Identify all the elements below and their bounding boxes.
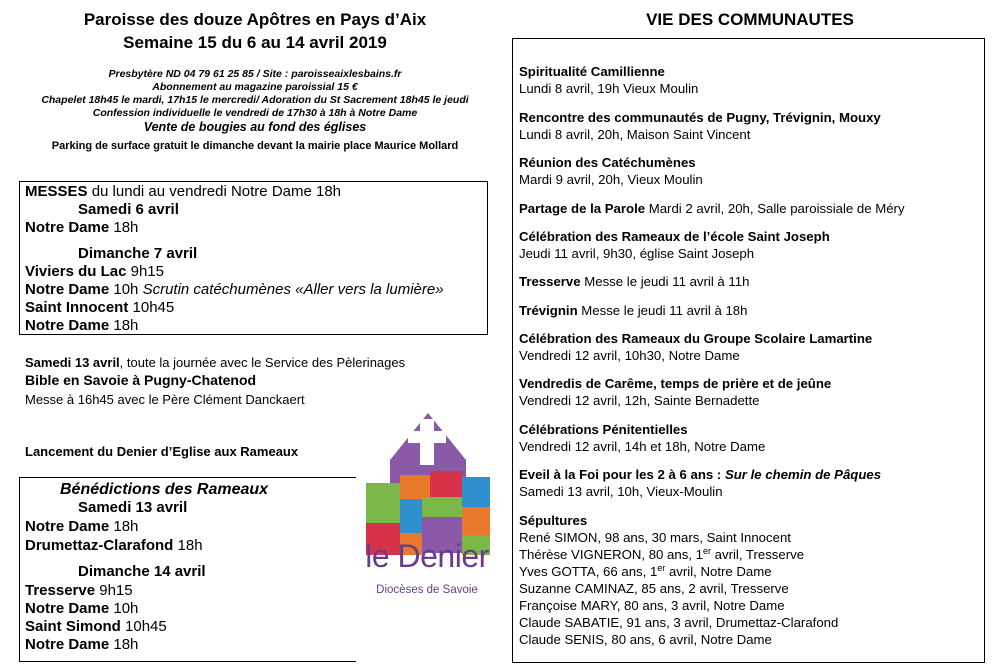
event-detail: Lundi 8 avril, 20h, Maison Saint Vincent	[519, 127, 751, 142]
event-subtitle: Sur le chemin de Pâques	[724, 467, 882, 482]
event-title: Célébration des Rameaux du Groupe Scolaire Lamartine	[519, 331, 873, 346]
blessing-place: Notre Dame	[25, 600, 110, 617]
presbytere-info: Presbytère ND 04 79 61 25 85 / Site : paroisseaixlesbains.fr	[108, 68, 402, 80]
ordinal: er	[657, 563, 666, 573]
bougies-info: Vente de bougies au fond des églises	[143, 120, 367, 134]
blessing-time: 18h	[109, 518, 139, 535]
event-line	[519, 466, 881, 483]
ordinal: er	[702, 546, 711, 556]
sepultures-title: Sépultures	[519, 513, 588, 528]
sepulture-text: Yves GOTTA, 66 ans, 1	[519, 564, 658, 579]
event-line	[519, 200, 905, 217]
messes-box	[19, 181, 488, 335]
pelerinage-date: Samedi 13 avril	[25, 355, 120, 370]
mass-time: 9h15	[126, 263, 164, 280]
blessing-item	[25, 636, 138, 653]
blessing-place: Notre Dame	[25, 518, 110, 535]
event-detail: Mardi 2 avril, 20h, Salle paroissiale de Méry	[645, 201, 905, 216]
event-title: Eveil à la Foi pour les 2 à 6 ans :	[519, 467, 725, 482]
mass-item	[25, 299, 174, 316]
mass-time: 10h	[109, 281, 143, 298]
sepulture-item: Claude SABATIE, 91 ans, 3 avril, Drumettaz-Clarafond	[519, 615, 839, 630]
chapelet-info: Chapelet 18h45 le mardi, 17h15 le mercredi/ Adoration du St Sacrement 18h45 le jeudi	[41, 94, 469, 106]
event-detail: Vendredi 12 avril, 10h30, Notre Dame	[519, 348, 740, 363]
blessing-time: 10h	[109, 600, 139, 617]
abonnement-info: Abonnement au magazine paroissial 15 €	[152, 81, 358, 93]
sepulture-text: Thérèse VIGNERON, 80 ans, 1	[519, 547, 703, 562]
blessing-item	[25, 537, 203, 554]
sepulture-item: René SIMON, 98 ans, 30 mars, Saint Innocent	[519, 530, 791, 545]
messes-weekday: du lundi au vendredi Notre Dame 18h	[87, 183, 342, 200]
mass-item	[25, 219, 138, 236]
messes-label: MESSES	[25, 183, 88, 200]
parish-title: Paroisse des douze Apôtres en Pays d’Aix	[83, 10, 427, 29]
blessing-item	[25, 582, 133, 599]
mass-place: Saint Innocent	[25, 299, 129, 316]
blessing-place: Tresserve	[25, 582, 96, 599]
mass-note: Scrutin catéchumènes «Aller vers la lumière»	[142, 281, 444, 298]
confession-info: Confession individuelle le vendredi de 17h30 à 18h à Notre Dame	[92, 107, 418, 119]
event-detail: Jeudi 11 avril, 9h30, église Saint Joseph	[519, 246, 755, 261]
mass-time: 10h45	[128, 299, 175, 316]
blessing-time: 10h45	[120, 618, 167, 635]
denier-logo-text: le Denier	[365, 538, 489, 574]
pelerinage-messe: Messe à 16h45 avec le Père Clément Danckaert	[25, 392, 305, 407]
mass-place: Notre Dame	[25, 317, 110, 334]
dimanche-heading: Dimanche 7 avril	[78, 245, 198, 262]
mass-time: 18h	[109, 317, 139, 334]
mass-place: Notre Dame	[25, 219, 110, 236]
parking-info: Parking de surface gratuit le dimanche devant la mairie place Maurice Mollard	[51, 140, 459, 152]
sepulture-item: Claude SENIS, 80 ans, 6 avril, Notre Dame	[519, 632, 772, 647]
blessing-place: Saint Simond	[25, 618, 121, 635]
event-detail: Vendredi 12 avril, 14h et 18h, Notre Dame	[519, 439, 766, 454]
mass-time: 18h	[109, 219, 139, 236]
benedictions-title: Bénédictions des Rameaux	[60, 481, 269, 498]
event-title: Célébrations Pénitentielles	[519, 422, 688, 437]
event-line	[519, 273, 749, 290]
event-detail: Mardi 9 avril, 20h, Vieux Moulin	[519, 172, 703, 187]
denier-logo-subtitle: Diocèses de Savoie	[376, 584, 478, 596]
sepulture-text: avril, Notre Dame	[665, 564, 772, 579]
mass-item	[25, 317, 138, 334]
event-title: Spiritualité Camillienne	[519, 64, 665, 79]
blessing-item	[25, 518, 138, 535]
event-detail: Vendredi 12 avril, 12h, Sainte Bernadette	[519, 393, 760, 408]
event-title: Vendredis de Carême, temps de prière et de jeûne	[519, 376, 832, 391]
samedi-heading: Samedi 13 avril	[78, 499, 188, 516]
event-detail: Samedi 13 avril, 10h, Vieux-Moulin	[519, 484, 723, 499]
sepulture-item: Françoise MARY, 80 ans, 3 avril, Notre Dame	[519, 598, 785, 613]
messes-heading	[25, 183, 341, 200]
mass-place: Viviers du Lac	[25, 263, 127, 280]
event-detail: Messe le jeudi 11 avril à 11h	[580, 274, 750, 289]
event-title: Tresserve	[519, 274, 581, 289]
sepulture-item	[519, 546, 804, 563]
denier-launch: Lancement du Denier d’Eglise aux Rameaux	[25, 444, 299, 459]
blessing-item	[25, 618, 167, 635]
blessing-item	[25, 600, 138, 617]
event-detail: Lundi 8 avril, 19h Vieux Moulin	[519, 81, 699, 96]
blessing-time: 18h	[173, 537, 203, 554]
event-detail: Messe le jeudi 11 avril à 18h	[577, 303, 748, 318]
pelerinage-desc: , toute la journée avec le Service des Pèlerinages	[119, 355, 406, 370]
sepulture-text: avril, Tresserve	[710, 547, 805, 562]
benedictions-box	[19, 477, 356, 662]
week-title: Semaine 15 du 6 au 14 avril 2019	[123, 33, 387, 52]
event-title: Rencontre des communautés de Pugny, Trévignin, Mouxy	[519, 110, 881, 125]
mass-item	[25, 263, 164, 280]
pelerinage-line	[25, 355, 405, 370]
event-title: Partage de la Parole	[519, 201, 646, 216]
blessing-time: 18h	[109, 636, 139, 653]
event-title: Trévignin	[519, 303, 578, 318]
sepulture-item: Suzanne CAMINAZ, 85 ans, 2 avril, Tresserve	[519, 581, 789, 596]
vie-box	[512, 38, 985, 663]
blessing-place: Notre Dame	[25, 636, 110, 653]
samedi-heading: Samedi 6 avril	[78, 201, 179, 218]
mass-item	[25, 281, 444, 298]
dimanche-heading: Dimanche 14 avril	[78, 563, 206, 580]
blessing-place: Drumettaz-Clarafond	[25, 537, 174, 554]
sepulture-item	[519, 563, 772, 580]
mass-place: Notre Dame	[25, 281, 110, 298]
event-line	[519, 302, 747, 319]
pelerinage-title: Bible en Savoie à Pugny-Chatenod	[25, 372, 257, 388]
event-title: Célébration des Rameaux de l’école Saint Joseph	[519, 229, 830, 244]
vie-title: VIE DES COMMUNAUTES	[646, 10, 854, 29]
blessing-time: 9h15	[95, 582, 133, 599]
event-title: Réunion des Catéchumènes	[519, 155, 696, 170]
